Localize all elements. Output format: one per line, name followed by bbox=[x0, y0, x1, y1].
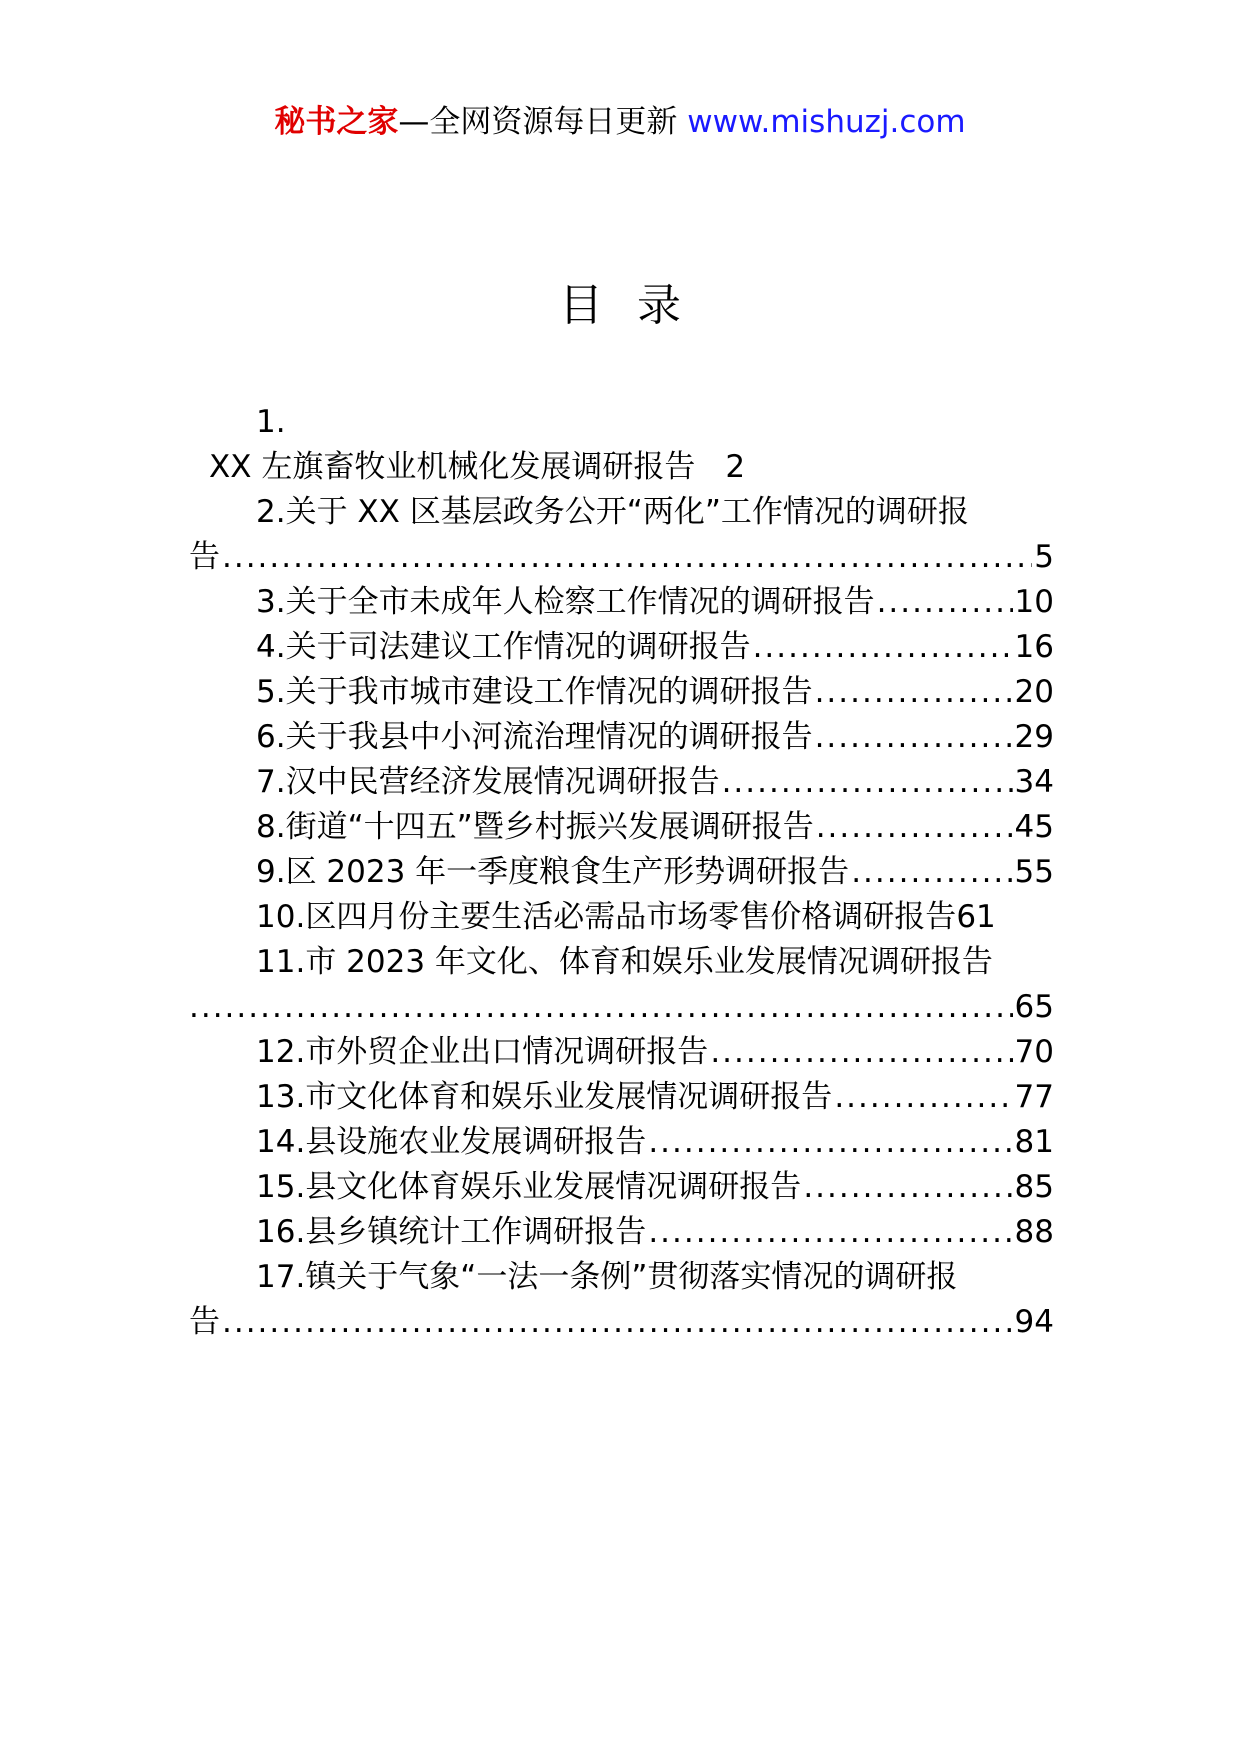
toc-entry-title: 镇关于气象“一法一条例”贯彻落实情况的调研报 bbox=[305, 1259, 958, 1295]
toc-dot-leader bbox=[815, 670, 1013, 715]
toc-entry-title: 区 2023 年一季度粮食生产形势调研报告 bbox=[285, 854, 850, 890]
toc-entry-4[interactable] bbox=[189, 625, 1054, 670]
toc-entry-number: 10. bbox=[256, 899, 306, 935]
toc-dot-leader bbox=[803, 1165, 1012, 1210]
toc-entry-2[interactable] bbox=[189, 490, 1054, 580]
toc-entry-1[interactable] bbox=[189, 400, 1054, 490]
site-header bbox=[0, 100, 1240, 144]
toc-dot-leader bbox=[189, 985, 1013, 1030]
toc-entry-title: 县乡镇统计工作调研报告 bbox=[305, 1214, 647, 1250]
toc-entry-title: 街道“十四五”暨乡村振兴发展调研报告 bbox=[285, 809, 814, 845]
header-slogan: —全网资源每日更新 bbox=[398, 104, 678, 140]
toc-entry-8[interactable] bbox=[189, 805, 1054, 850]
toc-entry-title: 关于司法建议工作情况的调研报告 bbox=[285, 629, 751, 665]
toc-entry-title: 关于全市未成年人检察工作情况的调研报告 bbox=[285, 584, 875, 620]
toc-entry-page: 81 bbox=[1014, 1124, 1054, 1160]
table-of-contents bbox=[189, 400, 1054, 1345]
toc-entry-page: 20 bbox=[1014, 674, 1054, 710]
toc-dot-leader bbox=[851, 850, 1012, 895]
toc-entry-number: 3. bbox=[256, 584, 286, 620]
brand-name: 秘书之家 bbox=[274, 104, 399, 140]
toc-entry-11[interactable] bbox=[189, 940, 1054, 1030]
toc-entry-number: 6. bbox=[256, 719, 286, 755]
toc-entry-number: 16. bbox=[256, 1214, 306, 1250]
toc-entry-13[interactable] bbox=[189, 1075, 1054, 1120]
toc-entry-title-continued: 告 bbox=[189, 539, 220, 575]
toc-entry-7[interactable] bbox=[189, 760, 1054, 805]
toc-entry-title: 关于我市城市建设工作情况的调研报告 bbox=[285, 674, 813, 710]
toc-entry-number: 2. bbox=[256, 494, 286, 530]
toc-entry-page: 16 bbox=[1014, 629, 1054, 665]
toc-entry-number: 13. bbox=[256, 1079, 306, 1115]
toc-entry-page: 85 bbox=[1014, 1169, 1054, 1205]
toc-entry-14[interactable] bbox=[189, 1120, 1054, 1165]
toc-dot-leader bbox=[222, 535, 1032, 580]
toc-entry-title-continued: 告 bbox=[189, 1304, 220, 1340]
toc-entry-page: 61 bbox=[956, 899, 996, 935]
toc-entry-page: 70 bbox=[1014, 1034, 1054, 1070]
toc-entry-title: 区四月份主要生活必需品市场零售价格调研报告 bbox=[305, 899, 957, 935]
toc-entry-page: 34 bbox=[1014, 764, 1054, 800]
toc-entry-page: 94 bbox=[1014, 1304, 1054, 1340]
toc-entry-number: 4. bbox=[256, 629, 286, 665]
toc-entry-16[interactable] bbox=[189, 1210, 1054, 1255]
toc-entry-title: 市外贸企业出口情况调研报告 bbox=[305, 1034, 709, 1070]
toc-entry-page: 55 bbox=[1014, 854, 1054, 890]
toc-dot-leader bbox=[877, 580, 1013, 625]
toc-dot-leader bbox=[648, 1120, 1012, 1165]
toc-entry-number: 17. bbox=[256, 1259, 306, 1295]
toc-entry-number: 1. bbox=[256, 404, 286, 440]
toc-entry-6[interactable] bbox=[189, 715, 1054, 760]
toc-entry-page: 45 bbox=[1014, 809, 1054, 845]
toc-entry-10[interactable] bbox=[189, 895, 1054, 940]
toc-entry-page: 10 bbox=[1014, 584, 1054, 620]
toc-entry-page: 77 bbox=[1014, 1079, 1054, 1115]
toc-dot-leader bbox=[834, 1075, 1012, 1120]
toc-entry-page: 65 bbox=[1014, 989, 1054, 1025]
toc-entry-title: 市文化体育和娱乐业发展情况调研报告 bbox=[305, 1079, 833, 1115]
toc-entry-title: 县设施农业发展调研报告 bbox=[305, 1124, 647, 1160]
toc-entry-page: 88 bbox=[1014, 1214, 1054, 1250]
toc-dot-leader bbox=[648, 1210, 1012, 1255]
toc-entry-15[interactable] bbox=[189, 1165, 1054, 1210]
toc-dot-leader bbox=[753, 625, 1013, 670]
toc-entry-page: 5 bbox=[1034, 539, 1054, 575]
toc-entry-number: 5. bbox=[256, 674, 286, 710]
toc-entry-9[interactable] bbox=[189, 850, 1054, 895]
page-title: 目录 bbox=[559, 280, 715, 331]
toc-entry-17[interactable] bbox=[189, 1255, 1054, 1345]
toc-entry-number: 8. bbox=[256, 809, 286, 845]
toc-entry-title: 关于我县中小河流治理情况的调研报告 bbox=[285, 719, 813, 755]
toc-dot-leader bbox=[815, 715, 1013, 760]
toc-entry-number: 11. bbox=[256, 944, 306, 980]
toc-dot-leader bbox=[722, 760, 1013, 805]
toc-entry-title: 市 2023 年文化、体育和娱乐业发展情况调研报告 bbox=[305, 944, 993, 980]
toc-entry-title: 关于 XX 区基层政务公开“两化”工作情况的调研报 bbox=[285, 494, 969, 530]
toc-entry-page: 29 bbox=[1014, 719, 1054, 755]
toc-entry-title: XX 左旗畜牧业机械化发展调研报告 bbox=[209, 449, 696, 485]
toc-entry-number: 14. bbox=[256, 1124, 306, 1160]
toc-entry-page: 2 bbox=[725, 449, 746, 485]
toc-entry-number: 15. bbox=[256, 1169, 306, 1205]
toc-dot-leader bbox=[816, 805, 1013, 850]
toc-entry-title: 县文化体育娱乐业发展情况调研报告 bbox=[305, 1169, 802, 1205]
toc-entry-title: 汉中民营经济发展情况调研报告 bbox=[285, 764, 720, 800]
toc-entry-number: 7. bbox=[256, 764, 286, 800]
toc-entry-5[interactable] bbox=[189, 670, 1054, 715]
toc-entry-number: 12. bbox=[256, 1034, 306, 1070]
toc-dot-leader bbox=[710, 1030, 1012, 1075]
toc-dot-leader bbox=[222, 1300, 1013, 1345]
toc-entry-number: 9. bbox=[256, 854, 286, 890]
toc-entry-3[interactable] bbox=[189, 580, 1054, 625]
toc-entry-12[interactable] bbox=[189, 1030, 1054, 1075]
site-url[interactable]: www.mishuzj.com bbox=[687, 104, 966, 140]
